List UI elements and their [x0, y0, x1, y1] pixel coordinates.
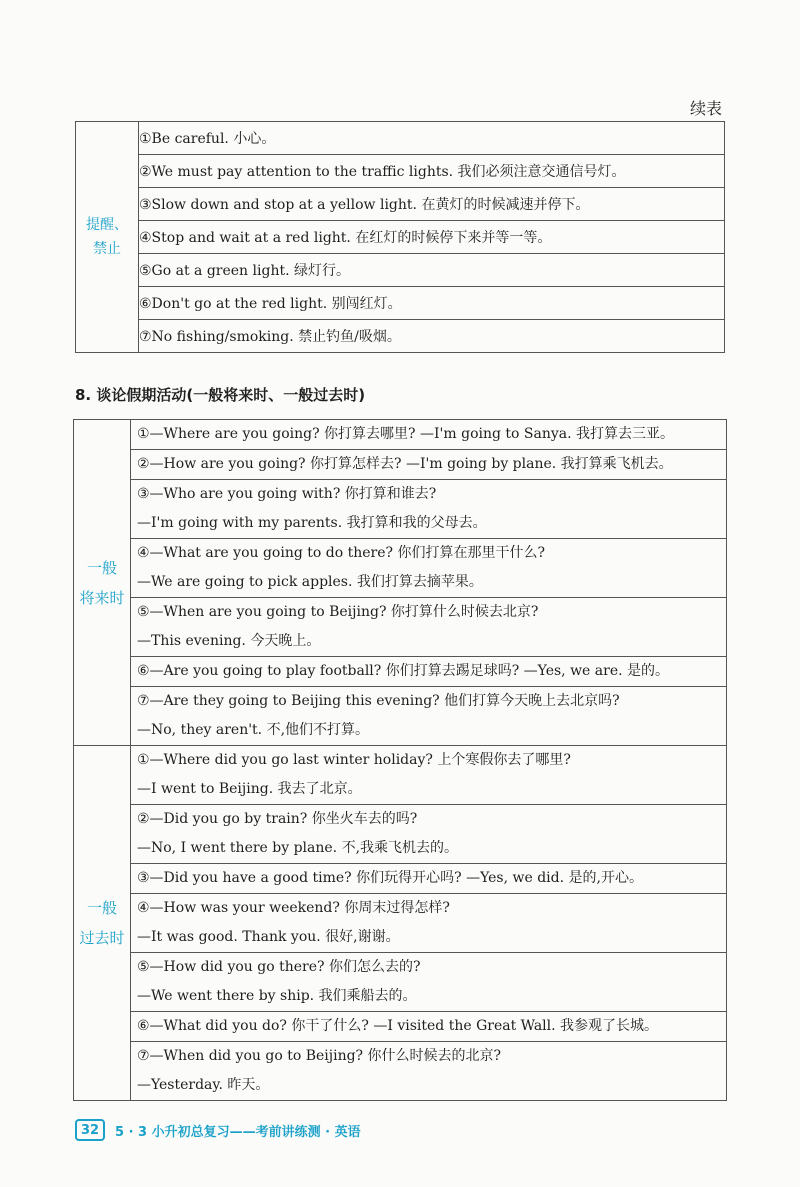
dialogue-line: ④—What are you going to do there? 你们打算在那里干什么?	[137, 545, 545, 561]
dialogue-line: ③—Did you have a good time? 你们玩得开心吗? —Yes, we did. 是的,开心。	[137, 870, 643, 886]
dialogue-cell	[131, 894, 727, 953]
page-number: 32	[75, 1119, 105, 1141]
dialogue-cell	[131, 864, 727, 894]
category-label: 一般	[86, 558, 117, 577]
dialogue-line: ①—Where are you going? 你打算去哪里? —I'm going to Sanya. 我打算去三亚。	[137, 426, 675, 442]
category-label: 将来时	[79, 588, 125, 607]
table-row	[74, 420, 727, 450]
table-row	[74, 657, 727, 687]
page-footer	[75, 1116, 361, 1144]
dialogue-cell	[131, 805, 727, 864]
dialogue-cell	[131, 420, 727, 450]
table-row	[74, 598, 727, 657]
section-title: 8. 谈论假期活动(一般将来时、一般过去时)	[75, 386, 366, 404]
sentence-cell: ⑥Don't go at the red light. 别闯红灯。	[139, 287, 725, 320]
dialogue-cell	[131, 450, 727, 480]
dialogue-line: ⑤—When are you going to Beijing? 你打算什么时候去北京?	[137, 604, 539, 620]
dialogue-cell	[131, 480, 727, 539]
dialogue-line: —No, I went there by plane. 不,我乘飞机去的。	[137, 840, 459, 856]
dialogue-line: —I went to Beijing. 我去了北京。	[137, 781, 362, 797]
dialogue-line: ⑤—How did you go there? 你们怎么去的?	[137, 959, 421, 975]
table-row	[76, 221, 725, 254]
dialogue-line: ②—Did you go by train? 你坐火车去的吗?	[137, 811, 418, 827]
dialogue-line: ③—Who are you going with? 你打算和谁去?	[137, 486, 437, 502]
dialogue-cell	[131, 1042, 727, 1101]
dialogue-line: —It was good. Thank you. 很好,谢谢。	[137, 929, 400, 945]
category-cell	[76, 122, 139, 353]
table-row	[74, 539, 727, 598]
table-row	[74, 1012, 727, 1042]
dialogue-cell	[131, 687, 727, 746]
sentence-cell: ⑤Go at a green light. 绿灯行。	[139, 254, 725, 287]
table-row	[74, 746, 727, 805]
holiday-activities-table	[73, 419, 727, 1101]
dialogue-line: —We went there by ship. 我们乘船去的。	[137, 988, 417, 1004]
reminders-table	[75, 121, 725, 353]
table-row	[74, 687, 727, 746]
table-row	[74, 864, 727, 894]
table-row	[76, 188, 725, 221]
sentence-cell: ①Be careful. 小心。	[139, 122, 725, 155]
category-cell	[74, 746, 131, 1101]
table-row	[74, 805, 727, 864]
category-label: 一般	[86, 899, 117, 917]
sentence-cell: ④Stop and wait at a red light. 在红灯的时候停下来并等一等。	[139, 221, 725, 254]
category-label: 提醒、	[86, 217, 128, 233]
dialogue-line: —No, they aren't. 不,他们不打算。	[137, 722, 370, 738]
dialogue-line: —We are going to pick apples. 我们打算去摘苹果。	[137, 574, 483, 590]
dialogue-line: —This evening. 今天晚上。	[137, 633, 321, 649]
dialogue-line: ④—How was your weekend? 你周末过得怎样?	[137, 900, 450, 916]
table-row	[74, 480, 727, 539]
dialogue-line: ⑦—When did you go to Beijing? 你什么时候去的北京?	[137, 1048, 502, 1064]
table-row	[74, 894, 727, 953]
sentence-cell: ②We must pay attention to the traffic lights. 我们必须注意交通信号灯。	[139, 155, 725, 188]
table-row	[76, 320, 725, 353]
dialogue-cell	[131, 746, 727, 805]
sentence-cell: ③Slow down and stop at a yellow light. 在黄灯的时候减速并停下。	[139, 188, 725, 221]
table-row	[76, 287, 725, 320]
continued-label: 续表	[689, 99, 722, 118]
sentence-cell: ⑦No fishing/smoking. 禁止钓鱼/吸烟。	[139, 320, 725, 353]
dialogue-line: ②—How are you going? 你打算怎样去? —I'm going by plane. 我打算乘飞机去。	[137, 456, 673, 472]
table-row	[74, 1042, 727, 1101]
dialogue-cell	[131, 1012, 727, 1042]
category-label: 禁止	[93, 241, 121, 257]
dialogue-line: ⑥—What did you do? 你干了什么? —I visited the Great Wall. 我参观了长城。	[137, 1018, 659, 1034]
table-row	[74, 953, 727, 1012]
dialogue-line: ①—Where did you go last winter holiday? 上个寒假你去了哪里?	[137, 752, 571, 768]
dialogue-line: —I'm going with my parents. 我打算和我的父母去。	[137, 515, 487, 531]
dialogue-cell	[131, 953, 727, 1012]
dialogue-cell	[131, 657, 727, 687]
book-title: 5 · 3 小升初总复习——考前讲练测 · 英语	[115, 1124, 361, 1140]
table-row	[76, 122, 725, 155]
dialogue-cell	[131, 539, 727, 598]
dialogue-line: ⑦—Are they going to Beijing this evening? 他们打算今天晚上去北京吗?	[137, 693, 620, 709]
table-row	[76, 155, 725, 188]
dialogue-cell	[131, 598, 727, 657]
category-cell	[74, 420, 131, 746]
dialogue-line: ⑥—Are you going to play football? 你们打算去踢足球吗? —Yes, we are. 是的。	[137, 663, 670, 679]
table-row	[76, 254, 725, 287]
table-row	[74, 450, 727, 480]
dialogue-line: —Yesterday. 昨天。	[137, 1077, 270, 1093]
category-label: 过去时	[79, 929, 125, 947]
